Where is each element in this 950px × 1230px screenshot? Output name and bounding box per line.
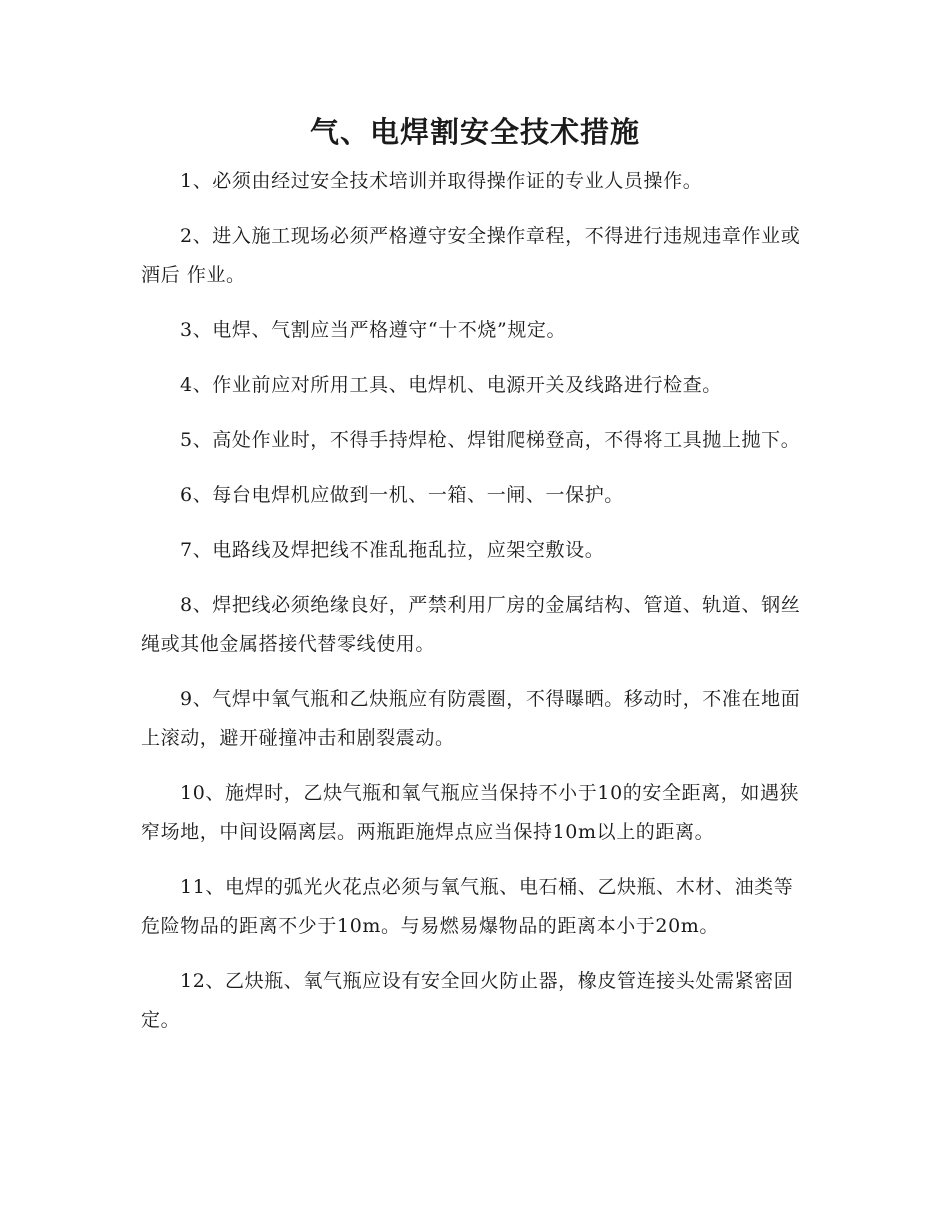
paragraph-11: 11、电焊的弧光火花点必须与氧气瓶、电石桶、乙炔瓶、木材、油类等危险物品的距离不少于10m。与易燃易爆物品的距离本小于20m。 [141, 876, 794, 937]
paragraph-7: 7、电路线及焊把线不准乱拖乱拉，应架空敷设。 [180, 539, 605, 561]
paragraph-5: 5、高处作业时，不得手持焊枪、焊钳爬梯登高，不得将工具抛上抛下。 [180, 429, 801, 451]
paragraph-2: 2、进入施工现场必须严格遵守安全操作章程，不得进行违规违章作业或酒后 作业。 [141, 225, 801, 286]
paragraph-8: 8、焊把线必须绝缘良好，严禁利用厂房的金属结构、管道、轨道、钢丝绳或其他金属搭接代替零线使用。 [141, 594, 801, 655]
paragraph-1: 1、必须由经过安全技术培训并取得操作证的专业人员操作。 [180, 170, 703, 192]
paragraph-6: 6、每台电焊机应做到一机、一箱、一闸、一保护。 [180, 484, 624, 506]
document-body [141, 162, 809, 1056]
paragraph-9: 9、气焊中氧气瓶和乙炔瓶应有防震圈，不得曝晒。移动时，不准在地面上滚动，避开碰撞冲击和剧裂震动。 [141, 688, 801, 749]
paragraph-12: 12、乙炔瓶、氧气瓶应设有安全回火防止器，橡皮管连接头处需紧密固定。 [141, 970, 794, 1031]
paragraph-3: 3、电焊、气割应当严格遵守“十不烧”规定。 [180, 319, 567, 341]
paragraph-4: 4、作业前应对所用工具、电焊机、电源开关及线路进行检查。 [180, 374, 722, 396]
paragraph-10: 10、施焊时，乙炔气瓶和氧气瓶应当保持不小于10的安全距离，如遇狭窄场地，中间设隔离层。两瓶距施焊点应当保持10m以上的距离。 [141, 782, 800, 843]
document-title: 气、电焊割安全技术措施 [309, 115, 640, 149]
